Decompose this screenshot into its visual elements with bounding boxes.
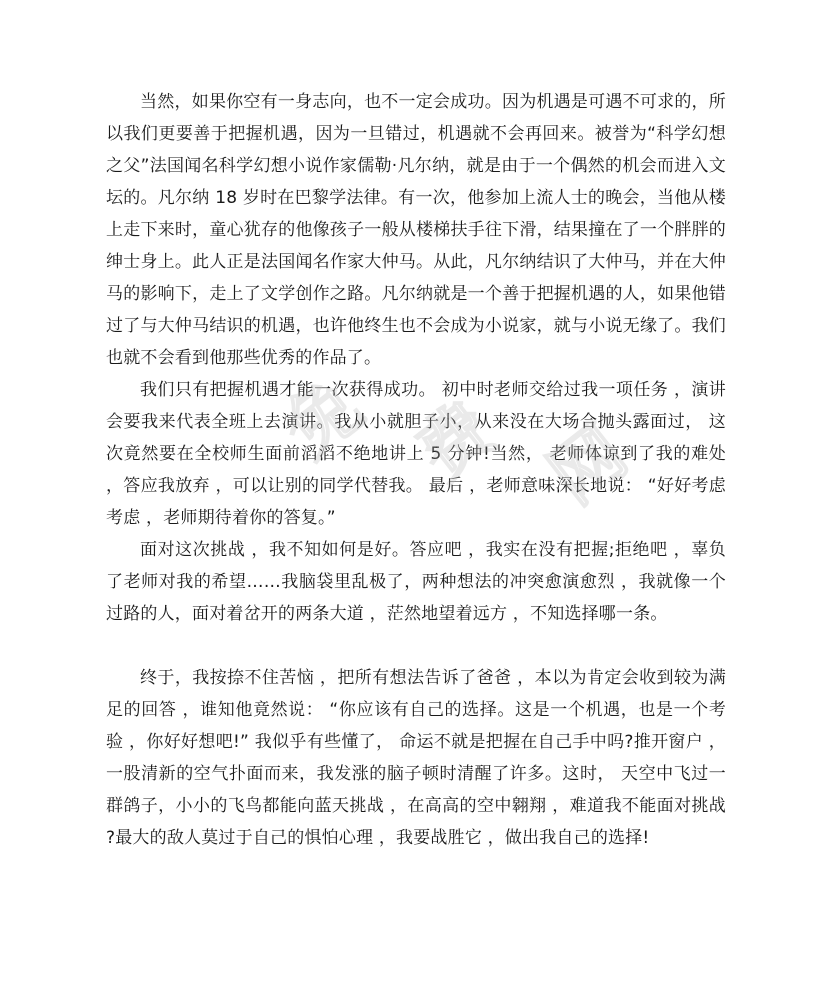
paragraph-2: 我们只有把握机遇才能一次获得成功。 初中时老师交给过我一项任务 ，演讲会要我来代表全班上去演讲。我从小就胆子小，从来没在大场合抛头露面过， 这次竟然要在全校师生面前滔滔不绝地讲上 5 分钟!当然， 老师体谅到了我的难处 ，答应我放弃 ，可以让别的同学代替我。 最后 ，老师意味深长地说： “好好考虑考虑 ，老师期待着你的答复。”: [106, 380, 726, 528]
paragraph-4: 终于，我按捺不住苦恼 ，把所有想法告诉了爸爸 ，本以为肯定会收到较为满足的回答 ，谁知他竟然说： “你应该有自己的选择。这是一个机遇，也是一个考验 ，你好好想吧!” 我似乎有些懂了， 命运不就是把握在自己手中吗?推开窗户 ，一股清新的空气扑面而来，我发涨的脑子顿时清醒了许多。这时， 天空中飞过一群鸽子，小小的飞鸟都能向蓝天挑战 ，在高高的空中翱翔 ，难道我不能面对挑战 ?最大的敌人莫过于自己的惧怕心理 ，我要战胜它 ，做出我自己的选择!: [106, 668, 726, 848]
watermark-char-3: 网: [533, 409, 643, 520]
watermark-char-1: 免: [268, 362, 378, 474]
paragraph-1: 当然，如果你空有一身志向，也不一定会成功。因为机遇是可遇不可求的，所以我们更要善于把握机遇，因为一旦错过，机遇就不会再回来。被誉为“科学幻想之父”法国闻名科学幻想小说作家儒勒·凡尔纳，就是由于一个偶然的机会而进入文坛的。凡尔纳 18 岁时在巴黎学法律。有一次，他参加上流人士的晚会，当他从楼上走下来时，童心犹存的他像孩子一般从楼梯扶手往下滑，结果撞在了一个胖胖的绅士身上。此人正是法国闻名作家大仲马。从此，凡尔纳结识了大仲马，并在大仲马的影响下，走上了文学创作之路。凡尔纳就是一个善于把握机遇的人，如果他错过了与大仲马结识的机遇，也许他终生也不会成为小说家，就与小说无缘了。我们也就不会看到他那些优秀的作品了。: [106, 92, 726, 368]
watermark-char-2: 费: [401, 386, 510, 497]
paragraph-3: 面对这次挑战 ，我不知如何是好。答应吧 ，我实在没有把握;拒绝吧 ，辜负了老师对我的希望……我脑袋里乱极了，两种想法的冲突愈演愈烈 ，我就像一个过路的人，面对着岔开的两条大道 ，茫然地望着远方 ，不知选择哪一条。: [106, 540, 726, 624]
